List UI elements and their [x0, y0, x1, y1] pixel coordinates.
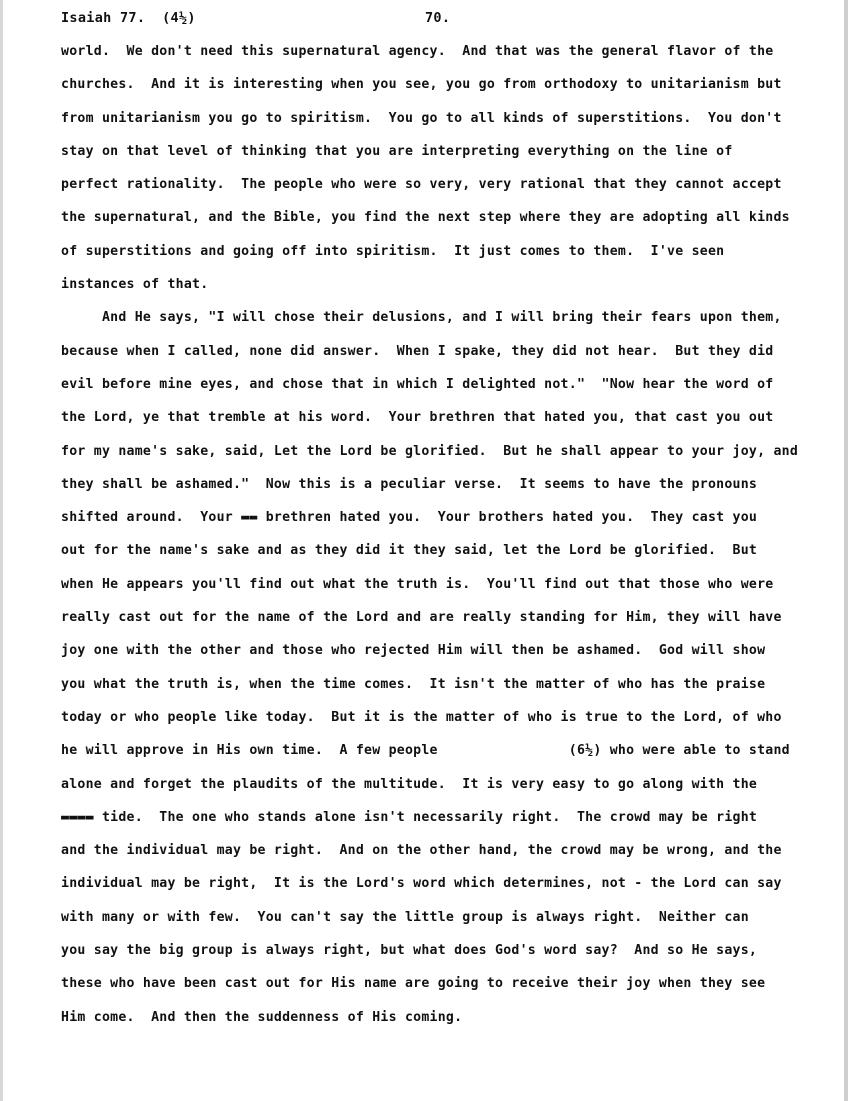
text-line: they shall be ashamed." Now this is a peculiar verse. It seems to have the pronouns: [61, 476, 758, 492]
text-line: alone and forget the plaudits of the multitude. It is very easy to go along with the: [61, 776, 758, 792]
text-line: today or who people like today. But it is the matter of who is true to the Lord, of who: [61, 709, 782, 725]
text-line: world. We don't need this supernatural agency. And that was the general flavor of the: [61, 44, 774, 59]
text-line: joy one with the other and those who rejected Him will then be ashamed. God will show: [61, 643, 766, 659]
text-line: these who have been cast out for His name are going to receive their joy when they see: [61, 976, 766, 992]
text-line: he will approve in His own time. A few people (6½) who were able to stand: [61, 743, 790, 759]
text-line: ▬▬▬▬ tide. The one who stands alone isn't necessarily right. The crowd may be right: [61, 809, 758, 825]
text-line: you say the big group is always right, but what does God's word say? And so He says,: [61, 943, 758, 959]
text-line: shifted around. Your ▬▬ brethren hated you. Your brothers hated you. They cast you: [61, 510, 758, 526]
text-line: Him come. And then the suddenness of His coming.: [61, 1009, 463, 1025]
text-line: from unitarianism you go to spiritism. You go to all kinds of superstitions. You don't: [61, 110, 782, 126]
header-reference: Isaiah 77. (4½): [61, 10, 196, 26]
text-line: when He appears you'll find out what the truth is. You'll find out that those who were: [61, 576, 774, 592]
text-line: stay on that level of thinking that you are interpreting everything on the line of: [61, 143, 733, 159]
text-line: individual may be right, It is the Lord's word which determines, not - the Lord can say: [61, 876, 782, 892]
scan-edge-right: [844, 0, 848, 1101]
text-line: because when I called, none did answer. When I spake, they did not hear. But they did: [61, 343, 774, 359]
text-line: churches. And it is interesting when you see, you go from orthodoxy to unitarianism but: [61, 77, 782, 93]
text-line: of superstitions and going off into spiritism. It just comes to them. I've seen: [61, 243, 725, 259]
text-line: really cast out for the name of the Lord and are really standing for Him, they will have: [61, 610, 782, 626]
scan-edge-left: [0, 0, 3, 1101]
text-line: perfect rationality. The people who were so very, very rational that they cannot accept: [61, 177, 782, 193]
text-line: you what the truth is, when the time comes. It isn't the matter of who has the praise: [61, 676, 766, 692]
text-line: for my name's sake, said, Let the Lord be glorified. But he shall appear to your joy, and: [61, 443, 799, 459]
text-line: the supernatural, and the Bible, you find the next step where they are adopting all kinds: [61, 210, 790, 226]
text-line: evil before mine eyes, and chose that in which I delighted not." "Now hear the word of: [61, 376, 774, 392]
text-line: with many or with few. You can't say the little group is always right. Neither can: [61, 909, 749, 925]
text-line: out for the name's sake and as they did it they said, let the Lord be glorified. But: [61, 543, 758, 559]
page-number: 70.: [425, 10, 451, 26]
page-header: [61, 10, 821, 34]
text-line: And He says, "I will chose their delusions, and I will bring their fears upon them,: [61, 310, 782, 326]
text-line: and the individual may be right. And on the other hand, the crowd may be wrong, and the: [61, 843, 782, 859]
transcript-body: [61, 42, 831, 1041]
text-line: the Lord, ye that tremble at his word. Your brethren that hated you, that cast you out: [61, 410, 774, 426]
text-line: instances of that.: [61, 277, 209, 293]
